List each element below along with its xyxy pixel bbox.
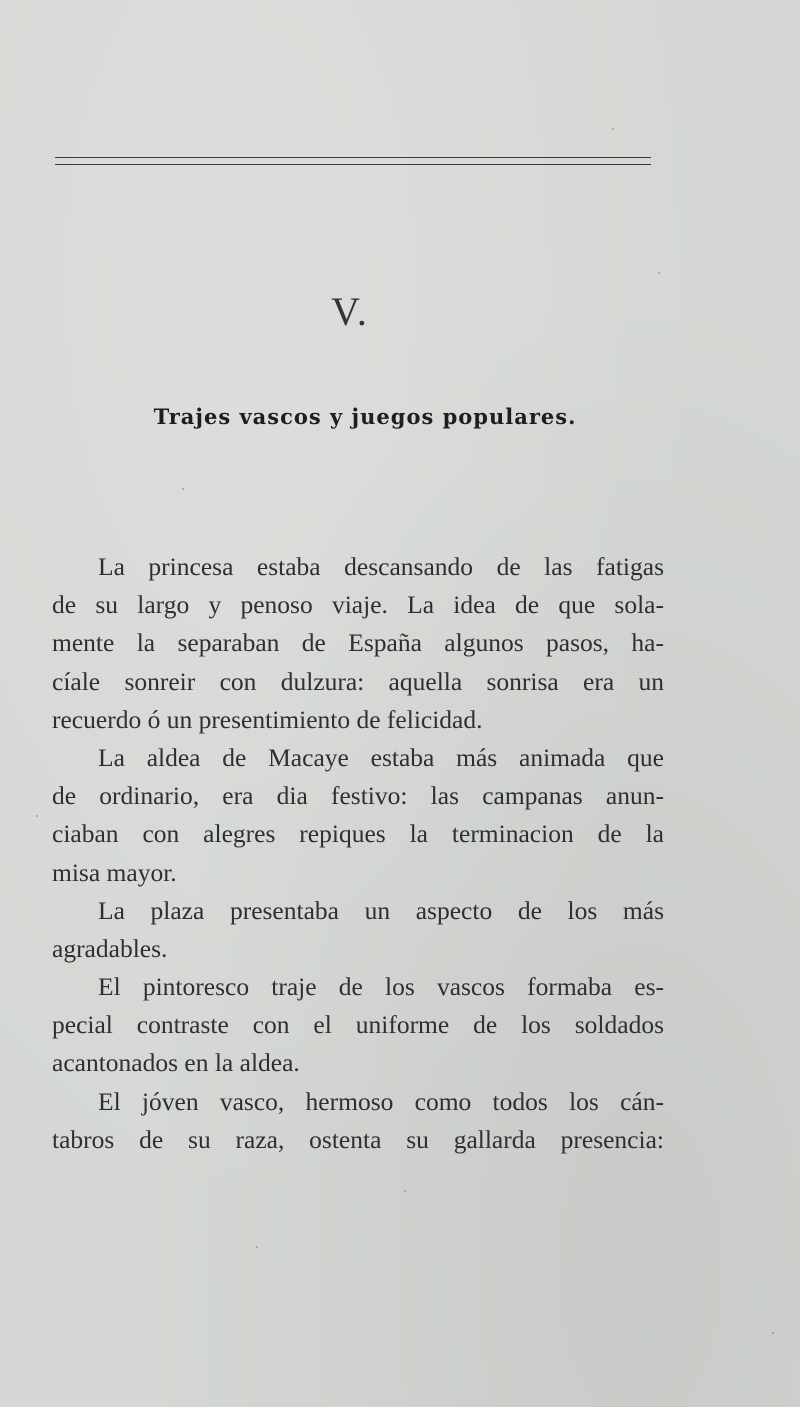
- text-line: tabros de su raza, ostenta su gallarda presencia:: [52, 1124, 664, 1154]
- text-line: cíale sonreir con dulzura: aquella sonrisa era un: [52, 666, 664, 696]
- body-text: [52, 548, 664, 1159]
- paper-speck: [772, 1332, 774, 1334]
- paper-speck: [36, 815, 38, 817]
- text-line: de ordinario, era dia festivo: las campanas anun-: [52, 781, 664, 811]
- text-line: acantonados en la aldea.: [52, 1048, 300, 1078]
- paper-speck: [658, 272, 660, 274]
- text-line: ciaban con alegres repiques la terminacion de la: [52, 819, 664, 849]
- text-line: misa mayor.: [52, 857, 177, 887]
- text-line: recuerdo ó un presentimiento de felicidad.: [52, 704, 483, 734]
- paragraph: [52, 739, 664, 892]
- paragraph: [52, 968, 664, 1083]
- header-rule-top: [55, 157, 651, 158]
- paper-speck: [182, 488, 184, 490]
- header-rule-bottom: [55, 164, 651, 165]
- paper-speck: [256, 1246, 258, 1248]
- text-line: La aldea de Macaye estaba más animada que: [98, 742, 664, 772]
- paragraph: [52, 1083, 664, 1159]
- paragraph: [52, 548, 664, 739]
- chapter-number: V.: [331, 289, 369, 334]
- text-line: El jóven vasco, hermoso como todos los cán-: [98, 1086, 664, 1116]
- text-line: de su largo y penoso viaje. La idea de que sola-: [52, 590, 664, 620]
- text-line: mente la separaban de España algunos pasos, ha-: [52, 628, 664, 658]
- paper-speck: [404, 1190, 406, 1192]
- paragraph: [52, 892, 664, 968]
- text-line: El pintoresco traje de los vascos formaba es-: [98, 972, 664, 1002]
- text-line: La princesa estaba descansando de las fatigas: [98, 552, 664, 581]
- chapter-title: Trajes vascos y juegos populares.: [153, 404, 577, 429]
- text-line: agradables.: [52, 933, 168, 963]
- paper-speck: [612, 128, 614, 130]
- text-line: pecial contraste con el uniforme de los soldados: [52, 1010, 664, 1040]
- text-line: La plaza presentaba un aspecto de los más: [98, 895, 664, 925]
